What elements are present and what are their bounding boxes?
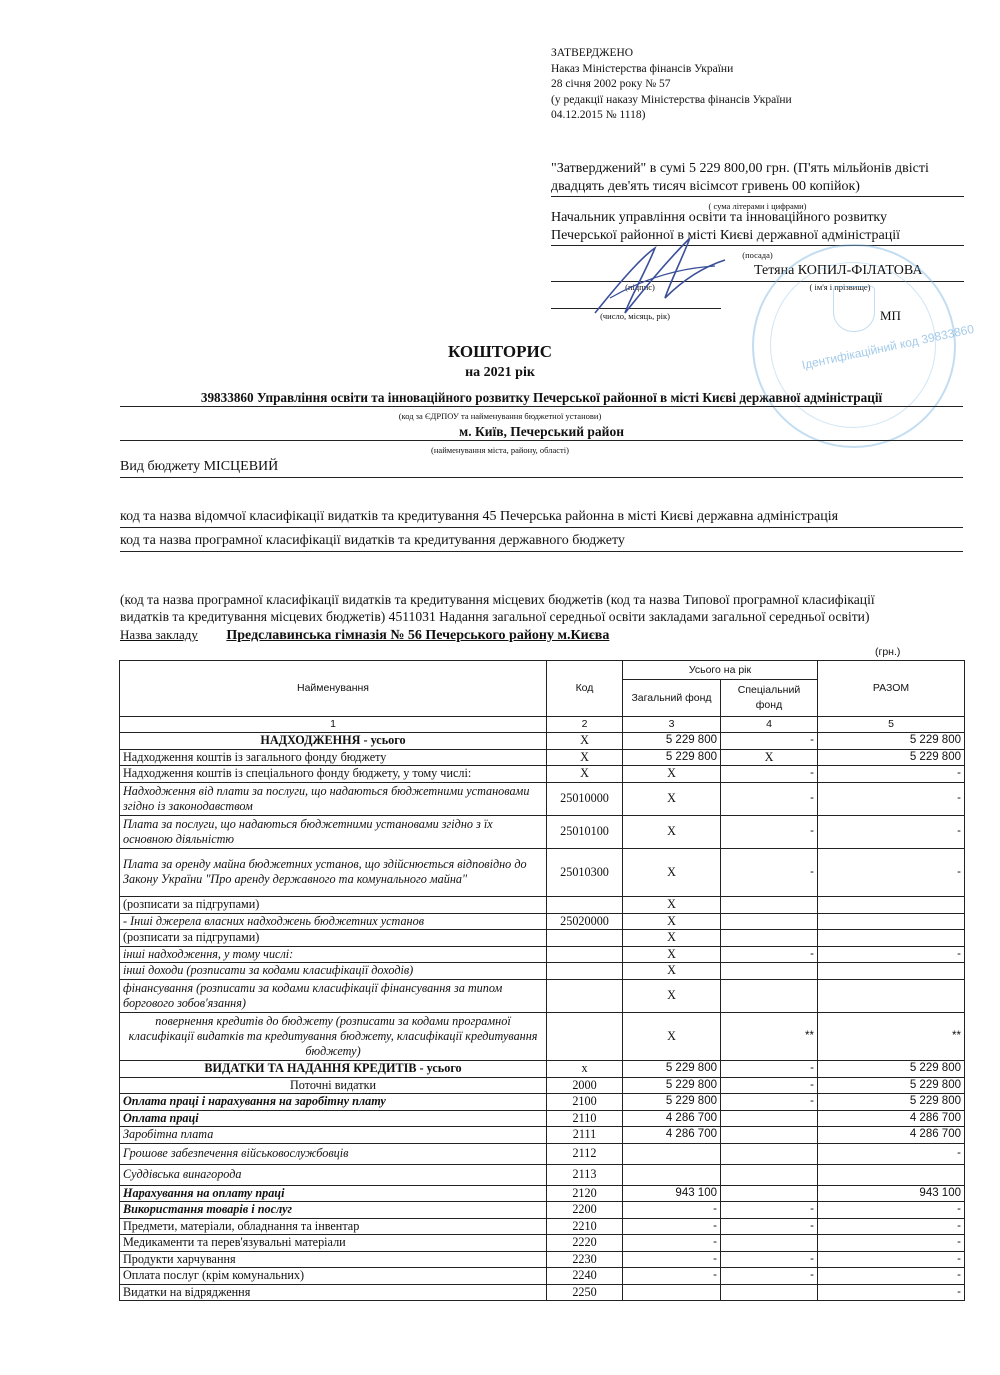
school-name: Предславинська гімназія № 56 Печерського району м.Києва [226, 628, 610, 643]
row-total: 943 100 [818, 1185, 965, 1202]
institution: 39833860 Управління освіти та інноваційного розвитку Печерської районної в місті Києві державної адміністрації [120, 390, 963, 407]
row-total: - [818, 1143, 965, 1164]
row-special-fund [721, 1143, 818, 1164]
row-name: (розписати за підгрупами) [120, 897, 547, 914]
head-name: Тетяна КОПИЛ-ФІЛАТОВА [754, 263, 923, 278]
row-total: - [818, 946, 965, 963]
row-code [547, 979, 623, 1012]
table-row [120, 1094, 965, 1111]
table-row [120, 1061, 965, 1078]
row-code: 2240 [547, 1268, 623, 1285]
row-special-fund [721, 1127, 818, 1144]
row-name: Використання товарів і послуг [120, 1202, 547, 1219]
header-total-year: Усього на рік [623, 661, 818, 680]
row-code: 25010300 [547, 848, 623, 897]
table-row [120, 1251, 965, 1268]
row-general-fund [623, 1284, 721, 1301]
row-general-fund: X [623, 766, 721, 783]
institution-caption: (код за ЄДРПОУ та найменування бюджетної установи) [398, 411, 602, 421]
row-total [818, 963, 965, 980]
table-row [120, 930, 965, 947]
row-general-fund: - [623, 1268, 721, 1285]
row-code: 2220 [547, 1235, 623, 1252]
row-total: - [818, 1251, 965, 1268]
row-special-fund: - [721, 1268, 818, 1285]
row-name: Надходження коштів із загального фонду бюджету [120, 749, 547, 766]
approval-line: (у редакції наказу Міністерства фінансів України [551, 93, 792, 106]
table-row [120, 1202, 965, 1219]
name-caption: ( ім'я і прізвище) [809, 282, 871, 292]
row-general-fund: - [623, 1235, 721, 1252]
row-general-fund: 5 229 800 [623, 733, 721, 750]
table-row [120, 815, 965, 848]
row-special-fund [721, 930, 818, 947]
row-special-fund: - [721, 782, 818, 815]
row-general-fund: X [623, 946, 721, 963]
row-general-fund: - [623, 1251, 721, 1268]
col-number: 5 [818, 717, 965, 733]
row-special-fund [721, 1235, 818, 1252]
row-special-fund [721, 1185, 818, 1202]
table-row [120, 1235, 965, 1252]
approval-block [551, 46, 851, 124]
row-name: Плата за послуги, що надаються бюджетними установами згідно з їх основною діяльністю [120, 815, 547, 848]
row-code: 2250 [547, 1284, 623, 1301]
school-label: Назва закладу [120, 627, 198, 642]
table-row [120, 1143, 965, 1164]
budget-type: Вид бюджету МІСЦЕВИЙ [120, 459, 963, 478]
row-total [818, 913, 965, 930]
row-total: 4 286 700 [818, 1110, 965, 1127]
row-name: Заробітна плата [120, 1127, 547, 1144]
row-total: - [818, 1268, 965, 1285]
city-caption: (найменування міста, району, області) [431, 445, 569, 455]
row-code: 2230 [547, 1251, 623, 1268]
row-general-fund: X [623, 930, 721, 947]
row-code: 2113 [547, 1164, 623, 1185]
row-name: Оплата праці [120, 1110, 547, 1127]
approval-line: 04.12.2015 № 1118) [551, 109, 646, 121]
row-general-fund: - [623, 1218, 721, 1235]
row-special-fund [721, 1164, 818, 1185]
row-code [547, 930, 623, 947]
row-code: 25010100 [547, 815, 623, 848]
row-name: Плата за оренду майна бюджетних установ, що здійснюється відповідно до Закону України "Про аренду державного та комунального майна" [120, 848, 547, 897]
row-general-fund: 5 229 800 [623, 1094, 721, 1111]
estimate-table-body [120, 733, 965, 1301]
row-total: - [818, 1202, 965, 1219]
row-name: Оплата праці і нарахування на заробітну плату [120, 1094, 547, 1111]
row-total [818, 979, 965, 1012]
table-row [120, 1218, 965, 1235]
col-number: 3 [623, 717, 721, 733]
row-code: 2200 [547, 1202, 623, 1219]
row-code [547, 1012, 623, 1061]
table-row [120, 979, 965, 1012]
approved-sum-caption: ( сума літерами і цифрами) [708, 201, 807, 211]
row-total: - [818, 766, 965, 783]
table-row [120, 848, 965, 897]
row-name: Надходження від плати за послуги, що надаються бюджетними установами згідно із законодавством [120, 782, 547, 815]
col-number: 2 [547, 717, 623, 733]
document-year: на 2021 рік [465, 365, 535, 380]
col-number: 1 [120, 717, 547, 733]
approved-sum-line1: "Затверджений" в сумі 5 229 800,00 грн. (П'ять мільйонів двісті [551, 161, 929, 176]
program-classification-local [120, 591, 963, 625]
row-code: X [547, 733, 623, 750]
row-special-fund: - [721, 1251, 818, 1268]
row-special-fund [721, 897, 818, 914]
row-special-fund: X [721, 749, 818, 766]
approved-sum [551, 160, 964, 215]
document-title: КОШТОРИС [447, 342, 553, 361]
row-general-fund: X [623, 963, 721, 980]
row-special-fund: - [721, 946, 818, 963]
row-special-fund: - [721, 815, 818, 848]
row-total: 5 229 800 [818, 733, 965, 750]
header-name: Найменування [120, 661, 547, 717]
table-row [120, 1284, 965, 1301]
row-total: - [818, 782, 965, 815]
table-row [120, 1164, 965, 1185]
col-number: 4 [721, 717, 818, 733]
row-total: ** [818, 1012, 965, 1061]
table-row [120, 766, 965, 783]
row-name: Суддівська винагорода [120, 1164, 547, 1185]
header-general-fund: Загальний фонд [623, 680, 721, 717]
table-row [120, 913, 965, 930]
row-special-fund: - [721, 1094, 818, 1111]
program-classification-local-line1: (код та назва програмної класифікації видатків та кредитування місцевих бюджетів (код та назва Типової програмної класифікації [120, 592, 875, 607]
head-position-line1: Начальник управління освіти та інноваційного розвитку [551, 210, 888, 225]
row-total: 5 229 800 [818, 1094, 965, 1111]
row-general-fund [623, 1143, 721, 1164]
row-special-fund [721, 913, 818, 930]
row-code: 2120 [547, 1185, 623, 1202]
signature-scribble [585, 218, 735, 328]
row-code: 25010000 [547, 782, 623, 815]
row-code: 2110 [547, 1110, 623, 1127]
row-name: Видатки на відрядження [120, 1284, 547, 1301]
row-general-fund: X [623, 979, 721, 1012]
row-general-fund: X [623, 913, 721, 930]
header-special-fund: Спеціальний фонд [721, 680, 818, 717]
row-name: Предмети, матеріали, обладнання та інвентар [120, 1218, 547, 1235]
seal-label: МП [880, 308, 901, 323]
position-caption: (посада) [742, 250, 773, 260]
row-general-fund [623, 1164, 721, 1185]
row-general-fund: 5 229 800 [623, 1077, 721, 1094]
row-code: 2111 [547, 1127, 623, 1144]
row-name: Медикаменти та перев'язувальні матеріали [120, 1235, 547, 1252]
program-classification-local-line2: видатків та кредитування місцевих бюджетів) 4511031 Надання загальної середньої освіти закладами загальної середньої освіти) [120, 609, 870, 624]
table-row [120, 1185, 965, 1202]
program-classification-state: код та назва програмної класифікації видатків та кредитування державного бюджету [120, 533, 963, 552]
header-code: Код [547, 661, 623, 717]
row-name: повернення кредитів до бюджету (розписати за кодами програмної класифікації видатків та кредитування бюджету, класифікації кредитування бюджету) [120, 1012, 547, 1061]
row-name: інші доходи (розписати за кодами класифікації доходів) [120, 963, 547, 980]
row-code: 25020000 [547, 913, 623, 930]
row-general-fund: 5 229 800 [623, 749, 721, 766]
row-name: Продукти харчування [120, 1251, 547, 1268]
approval-line: ЗАТВЕРДЖЕНО [551, 47, 634, 59]
row-code: 2112 [547, 1143, 623, 1164]
row-total [818, 930, 965, 947]
row-code: 2100 [547, 1094, 623, 1111]
header-sum: РАЗОМ [818, 661, 965, 717]
table-row [120, 1110, 965, 1127]
row-general-fund: 5 229 800 [623, 1061, 721, 1078]
row-name: фінансування (розписати за кодами класифікації фінансування за типом боргового зобов'язання) [120, 979, 547, 1012]
row-general-fund: - [623, 1202, 721, 1219]
row-special-fund: ** [721, 1012, 818, 1061]
row-total: - [818, 1218, 965, 1235]
row-general-fund: X [623, 897, 721, 914]
table-row [120, 1127, 965, 1144]
row-code: X [547, 749, 623, 766]
currency-unit: (грн.) [875, 646, 901, 658]
row-name: Нарахування на оплату праці [120, 1185, 547, 1202]
row-total [818, 1164, 965, 1185]
row-special-fund [721, 1110, 818, 1127]
row-total: - [818, 1235, 965, 1252]
row-name: Поточні видатки [120, 1077, 547, 1094]
row-special-fund: - [721, 1202, 818, 1219]
row-total: 5 229 800 [818, 1061, 965, 1078]
table-row [120, 733, 965, 750]
row-general-fund: 4 286 700 [623, 1127, 721, 1144]
row-code [547, 963, 623, 980]
row-general-fund: X [623, 1012, 721, 1061]
dept-classification: код та назва відомчої класифікації видатків та кредитування 45 Печерська районна в місті Києві державна адміністрація [120, 509, 963, 528]
row-code: x [547, 1061, 623, 1078]
row-total [818, 897, 965, 914]
row-special-fund: - [721, 766, 818, 783]
row-general-fund: 4 286 700 [623, 1110, 721, 1127]
row-code: 2000 [547, 1077, 623, 1094]
row-special-fund [721, 1284, 818, 1301]
table-row [120, 946, 965, 963]
row-special-fund [721, 979, 818, 1012]
row-name: ВИДАТКИ ТА НАДАННЯ КРЕДИТІВ - усього [120, 1061, 547, 1078]
row-general-fund: X [623, 815, 721, 848]
stamp-text: Ідентифікаційний код 39833860 [800, 321, 976, 373]
table-row [120, 1012, 965, 1061]
table-row [120, 963, 965, 980]
row-total: - [818, 815, 965, 848]
row-name: (розписати за підгрупами) [120, 930, 547, 947]
row-name: Оплата послуг (крім комунальних) [120, 1268, 547, 1285]
table-row [120, 1077, 965, 1094]
school-row [120, 627, 609, 644]
approval-line: Наказ Міністерства фінансів України [551, 62, 734, 75]
row-name: Надходження коштів із спеціального фонду бюджету, у тому числі: [120, 766, 547, 783]
approved-sum-line2: двадцять дев'ять тисяч вісімсот гривень 00 копійок) [551, 178, 964, 197]
row-name: - Інші джерела власних надходжень бюджетних установ [120, 913, 547, 930]
row-code [547, 946, 623, 963]
row-special-fund: - [721, 1218, 818, 1235]
row-name: НАДХОДЖЕННЯ - усього [120, 733, 547, 750]
row-general-fund: X [623, 848, 721, 897]
row-special-fund [721, 963, 818, 980]
row-general-fund: X [623, 782, 721, 815]
date-caption: (число, місяць, рік) [600, 311, 670, 321]
row-total: 5 229 800 [818, 1077, 965, 1094]
row-special-fund: - [721, 848, 818, 897]
row-code: X [547, 766, 623, 783]
row-total: 5 229 800 [818, 749, 965, 766]
table-row [120, 897, 965, 914]
approval-line: 28 січня 2002 року № 57 [551, 78, 671, 90]
row-code: 2210 [547, 1218, 623, 1235]
city: м. Київ, Печерський район [120, 424, 963, 441]
table-row [120, 749, 965, 766]
row-total: - [818, 1284, 965, 1301]
row-code [547, 897, 623, 914]
row-special-fund: - [721, 733, 818, 750]
row-special-fund: - [721, 1061, 818, 1078]
row-general-fund: 943 100 [623, 1185, 721, 1202]
signature-caption: (підпис) [625, 282, 655, 292]
row-total: - [818, 848, 965, 897]
row-total: 4 286 700 [818, 1127, 965, 1144]
estimate-table [119, 660, 965, 1301]
table-row [120, 1268, 965, 1285]
row-name: Грошове забезпечення військовослужбовців [120, 1143, 547, 1164]
coat-of-arms-icon [833, 286, 875, 332]
row-name: інші надходження, у тому числі: [120, 946, 547, 963]
table-row [120, 782, 965, 815]
head-position-line2: Печерської районної в місті Києві державної адміністрації [551, 227, 964, 246]
row-special-fund: - [721, 1077, 818, 1094]
